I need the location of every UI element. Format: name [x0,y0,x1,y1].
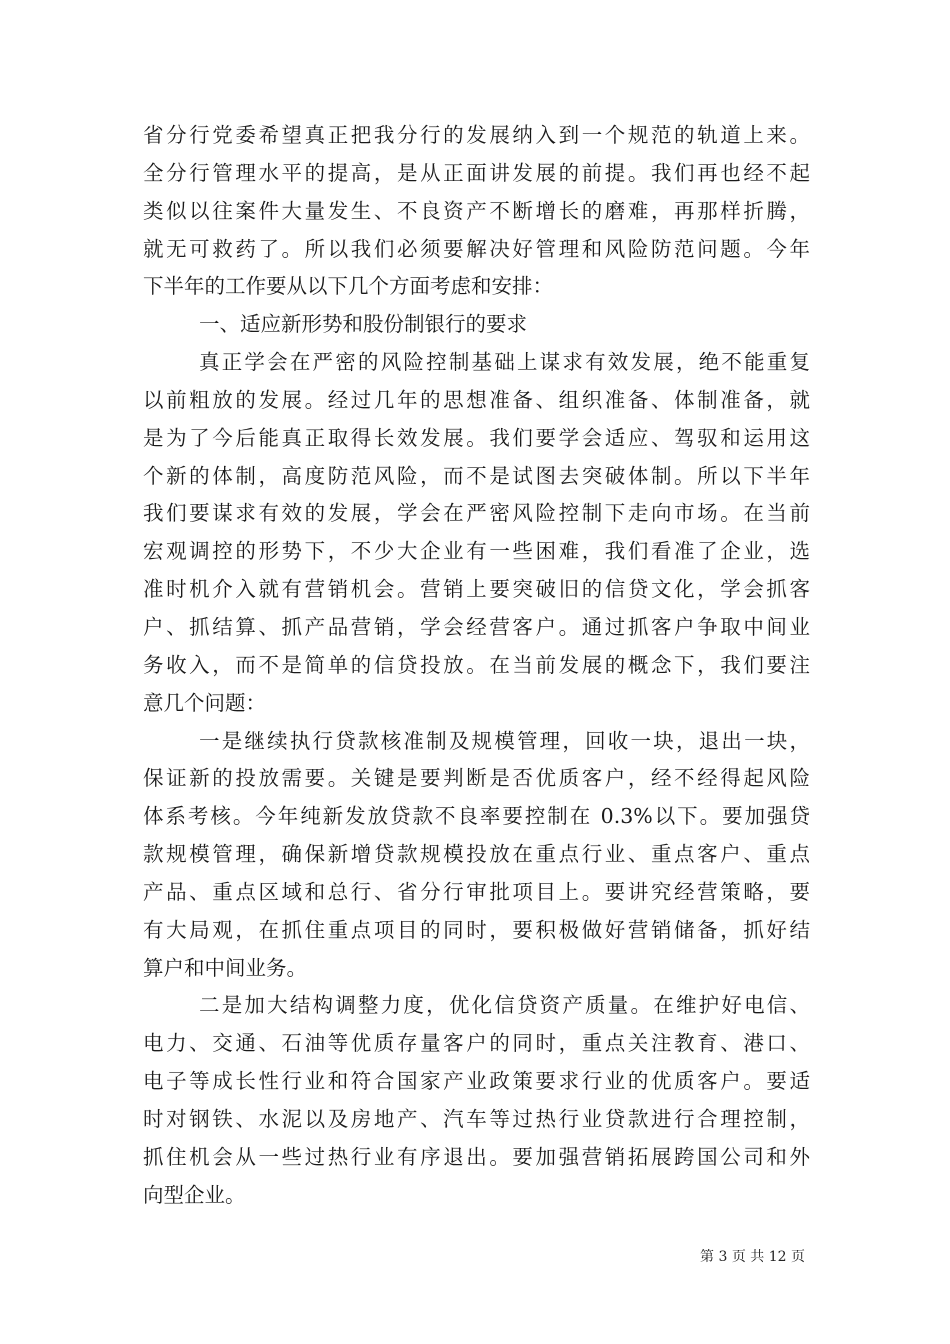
text-line: 有大局观，在抓住重点项目的同时，要积极做好营销储备，抓好结 [143,917,810,942]
page-number-footer: 第 3 页 共 12 页 [700,1249,805,1265]
text-line: 产品、重点区域和总行、省分行审批项目上。要讲究经营策略，要 [143,879,810,904]
text-line: 就无可救药了。所以我们必须要解决好管理和风险防范问题。今年 [143,236,810,261]
text-line: 下半年的工作要从以下几个方面考虑和安排： [143,274,553,299]
text-line: 类似以往案件大量发生、不良资产不断增长的磨难，再那样折腾， [143,198,810,223]
text-line: 省分行党委希望真正把我分行的发展纳入到一个规范的轨道上来。 [143,123,810,147]
text-line: 全分行管理水平的提高，是从正面讲发展的前提。我们再也经不起 [143,160,810,185]
text-line: 电子等成长性行业和符合国家产业政策要求行业的优质客户。要适 [143,1069,810,1094]
text-line: 宏观调控的形势下，不少大企业有一些困难，我们看准了企业，选 [143,539,810,564]
text-line: 电力、交通、石油等优质存量客户的同时，重点关注教育、港口、 [143,1031,810,1056]
text-line: 体系考核。今年纯新发放贷款不良率要控制在 0.3%以下。要加强贷 [143,804,810,829]
text-line: 向型企业。 [143,1182,246,1207]
text-line: 以前粗放的发展。经过几年的思想准备、组织准备、体制准备，就 [143,387,810,412]
text-line: 务收入，而不是简单的信贷投放。在当前发展的概念下，我们要注 [143,652,810,677]
text-line: 保证新的投放需要。关键是要判断是否优质客户，经不经得起风险 [143,766,810,791]
text-line: 户、抓结算、抓产品营销，学会经营客户。通过抓客户争取中间业 [143,614,810,639]
section-heading: 一、适应新形势和股份制银行的要求 [199,312,527,337]
text-line: 个新的体制，高度防范风险，而不是试图去突破体制。所以下半年 [143,463,810,488]
text-line: 算户和中间业务。 [143,955,307,980]
text-line: 意几个问题： [143,690,266,715]
text-line: 是为了今后能真正取得长效发展。我们要学会适应、驾驭和运用这 [143,425,810,450]
paragraph-first-line: 二是加大结构调整力度，优化信贷资产质量。在维护好电信、 [199,993,810,1018]
text-line: 抓住机会从一些过热行业有序退出。要加强营销拓展跨国公司和外 [143,1144,810,1169]
text-line: 准时机介入就有营销机会。营销上要突破旧的信贷文化，学会抓客 [143,577,810,602]
paragraph-first-line: 真正学会在严密的风险控制基础上谋求有效发展，绝不能重复 [199,350,810,375]
text-line: 时对钢铁、水泥以及房地产、汽车等过热行业贷款进行合理控制， [143,1106,810,1131]
text-line: 我们要谋求有效的发展，学会在严密风险控制下走向市场。在当前 [143,501,810,526]
document-body [143,117,810,1214]
paragraph-first-line: 一是继续执行贷款核准制及规模管理，回收一块，退出一块， [199,728,810,753]
text-line: 款规模管理，确保新增贷款规模投放在重点行业、重点客户、重点 [143,842,810,867]
